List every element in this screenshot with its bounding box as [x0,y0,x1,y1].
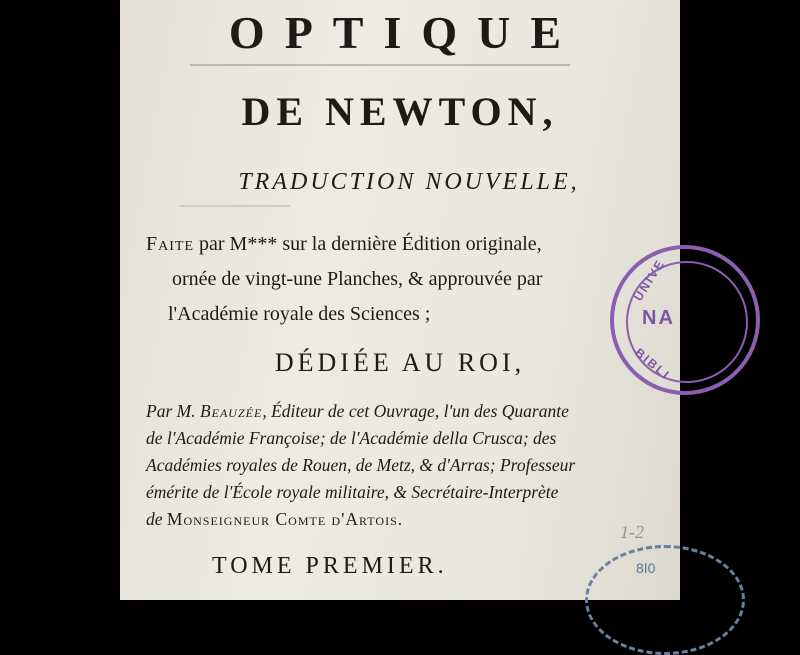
editor-line-3: Académies royales de Rouen, de Metz, & d'Arras; Professeur [146,455,576,475]
editor-line-2: de l'Académie Françoise; de l'Académie della Crusca; des [146,428,557,448]
pencil-note: 1-2 [620,522,644,542]
editor-par: Par M. [146,401,200,421]
subtitle-underline [180,205,290,207]
editor-line-5 [146,509,680,530]
dedication: DÉDIÉE AU ROI, [274,348,526,377]
editor-line-1-text: , Éditeur de cet Ouvrage, l'un des Quarante [262,401,569,421]
library-stamp-purple [610,245,760,395]
subtitle: TRADUCTION NOUVELLE, [238,169,580,195]
editor-line-4: émérite de l'École royale militaire, & Secrétaire-Interprète [146,482,559,502]
library-stamp-blue [585,545,745,655]
ink-show-through [190,64,570,66]
stamp-bottom-text: BIBLI [632,345,674,383]
details-line-3: l'Académie royale des Sciences ; [168,303,431,325]
details-line-1-text: par M*** sur la dernière Édition originale, [194,233,542,255]
title-line-2: DE NEWTON, [241,89,559,134]
details-line-1 [146,233,680,256]
volume-label: TOME PREMIER. [212,553,448,579]
details-faite: Faite [146,233,194,255]
title-page [120,0,680,600]
editor-patron: Monseigneur Comte d'Artois. [166,509,404,529]
stamp-center-text: NA [642,307,675,329]
title-line-1: OPTIQUE [228,7,582,58]
details-line-2: ornée de vingt-une Planches, & approuvée par [172,268,543,290]
editor-de: de [146,509,167,529]
stamp-top-text: UNIVE [631,256,668,304]
editor-name: Beauzée [199,401,263,421]
blue-stamp-text: 8I0 [636,560,656,576]
editor-line-1 [146,401,680,422]
